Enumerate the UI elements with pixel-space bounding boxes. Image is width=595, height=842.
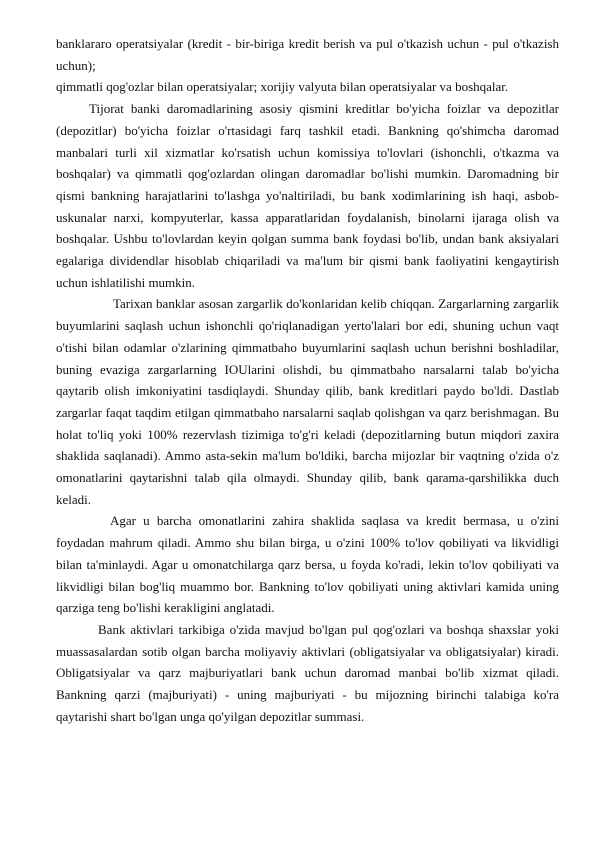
paragraph-interbank-operations: banklararo operatsiyalar (kredit - bir-biriga kredit berish va pul o'tkazish uchun - pul o'tkazish uchun); bbox=[56, 36, 559, 73]
paragraph-reserves-and-solvency: Agar u barcha omonatlarini zahira shaklida saqlasa va kredit bermasa, u o'zini foydadan mahrum qiladi. Ammo shu bilan birga, u o'zini 100% to'lov qobiliyati va likvidligi bilan ta'minlaydi. Agar u omonatchilarga qarz bersa, u foyda ko'radi, lekin to'lov qobiliyati va likvidligi bilan bog'liq muammo bor. Bankning to'lov qobiliyati uning aktivlari kamida uning qarziga teng bo'lishi kerakligini anglatadi. bbox=[56, 513, 559, 616]
paragraph-history-of-banks: Tarixan banklar asosan zargarlik do'konlaridan kelib chiqqan. Zargarlarning zargarlik buyumlarini saqlash uchun ishonchli qo'riqlanadigan yerto'lalari bor edi, shuning uchun vaqt o'tishi bilan odamlar o'zlarining qimmatbaho buyumlarini saqlash uchun berishni boshladilar, buning evaziga zargarlarning IOUlarini olishdi, bu qimmatbaho narsalarni talab bo'yicha qaytarib olish imkoniyatini tasdiqlaydi. Shunday qilib, bank kreditlari paydo bo'ldi. Dastlab zargarlar faqat taqdim etilgan qimmatbaho narsalarni saqlab qolishgan va qarz berishmagan. Bu holat to'liq yoki 100% rezervlash tizimiga to'g'ri keladi (depozitlarning butun miqdori zaxira shaklida saqlanadi). Ammo asta-sekin ma'lum bo'ldiki, barcha mijozlar bir vaqtning o'zida o'z omonatlarini qaytarishni talab qila olmaydi. Shunday qilib, bank qarama-qarshilikka duch keladi. bbox=[56, 296, 559, 507]
paragraph-bank-income: Tijorat banki daromadlarining asosiy qismini kreditlar bo'yicha foizlar va depozitlar (depozitlar) bo'yicha foizlar o'rtasidagi farq tashkil etadi. Bankning qo'shimcha daromad manbalari turli xil xizmatlar ko'rsatish uchun komissiya to'lovlari (ishonchli, o'tkazma va boshqalar) va qimmatli qog'ozlardan olingan daromadlar bo'lishi mumkin. Daromadning bir qismi bankning harajatlarini to'lashga yo'naltiriladi, bu bank xodimlarining ish haqi, asbob-uskunalar narxi, kompyuterlar, kassa apparatlaridan foydalanish, binolarni ijaraga olish va boshqalar. Ushbu to'lovlardan keyin qolgan summa bank foydasi bo'lib, undan bank aksiyalari egalariga dividendlar hisoblab chiqariladi va ma'lum bir qismi bank faoliyatini kengaytirish uchun ishlatilishi mumkin. bbox=[56, 101, 559, 290]
paragraph-securities-operations: qimmatli qog'ozlar bilan operatsiyalar; xorijiy valyuta bilan operatsiyalar va boshqalar. bbox=[56, 79, 509, 95]
paragraph-bank-assets: Bank aktivlari tarkibiga o'zida mavjud bo'lgan pul qog'ozlari va boshqa shaxslar yoki muassasalardan sotib olgan barcha moliyaviy aktivlari (obligatsiyalar va obligatsiyalar) kiradi. Obligatsiyalar va qarz majburiyatlari bank uchun daromad manbai bo'lib xizmat qiladi. Bankning qarzi (majburiyati) - uning majburiyati - bu mijozning birinchi talabiga ko'ra qaytarishi shart bo'lgan unga qo'yilgan depozitlar summasi. bbox=[56, 621, 559, 724]
